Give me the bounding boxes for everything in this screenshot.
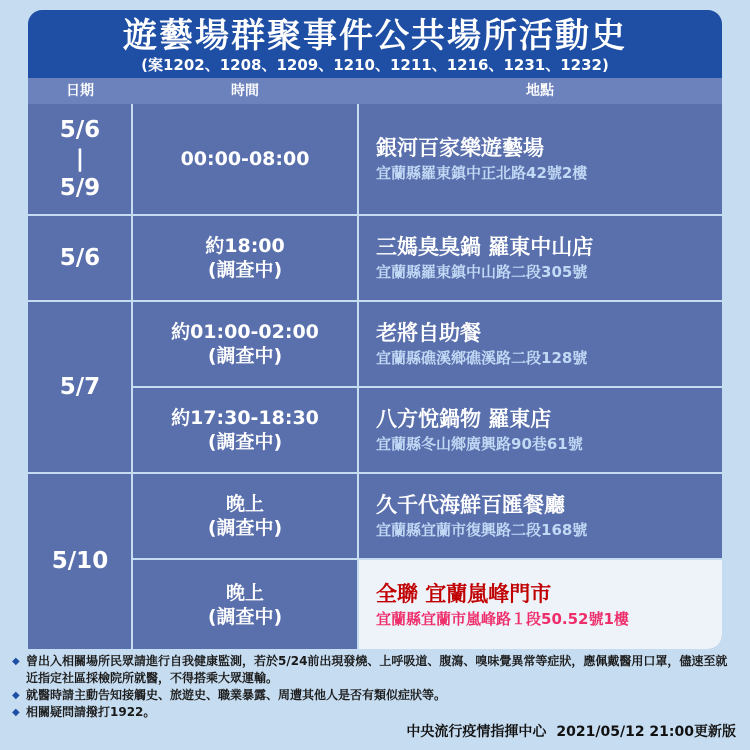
time-status: (調查中) — [207, 431, 283, 453]
note-item — [12, 704, 738, 721]
time-line: 約17:30-18:30 — [171, 407, 319, 429]
venue-address: 宜蘭縣羅東鎮中正北路42號2樓 — [376, 164, 588, 182]
time-cell — [132, 560, 358, 649]
issuer-name: 中央流行疫情指揮中心 — [406, 724, 547, 740]
location-cell — [358, 302, 722, 386]
venue-name: 銀河百家樂遊藝場 — [376, 136, 544, 160]
note-item — [12, 687, 738, 704]
venue-name: 八方悅鍋物 羅東店 — [376, 407, 552, 431]
note-text: 曾出入相關場所民眾請進行自我健康監測，若於5/24前出現發燒、上呼吸道、腹瀉、嗅味覺異常等症狀，應佩戴醫用口罩，儘速至就近指定社區採檢院所就醫，不得搭乘大眾運輸。 — [26, 654, 728, 685]
venue-name: 久千代海鮮百匯餐廳 — [376, 493, 565, 517]
title-banner — [28, 10, 722, 78]
venue-address: 宜蘭縣宜蘭市復興路二段168號 — [376, 521, 588, 539]
venue-address: 宜蘭縣礁溪鄉礁溪路二段128號 — [376, 349, 588, 367]
time-status: (調查中) — [207, 517, 283, 539]
location-cell — [358, 388, 722, 472]
venue-address: 宜蘭縣宜蘭市嵐峰路１段50.52號1樓 — [376, 609, 629, 628]
location-cell-highlighted — [358, 560, 722, 649]
time-line: 晚上 — [225, 581, 264, 604]
location-cell — [358, 216, 722, 300]
column-header-place: 地點 — [526, 83, 554, 99]
update-timestamp: 2021/05/12 21:00更新版 — [556, 724, 736, 740]
date-range-bar: | — [75, 145, 85, 172]
note-item — [12, 653, 738, 687]
diamond-bullet-icon: ◆ — [12, 690, 20, 701]
grid-divider — [357, 104, 359, 649]
date-line: 5/6 — [59, 116, 101, 143]
time-cell — [132, 474, 358, 558]
date-cell — [28, 104, 132, 214]
date-cell — [28, 302, 132, 472]
grid-divider — [28, 214, 722, 216]
grid-divider — [28, 472, 722, 474]
footer — [396, 721, 736, 741]
column-header-time: 時間 — [231, 83, 259, 99]
time-line: 約01:00-02:00 — [171, 321, 319, 343]
grid-divider — [28, 300, 722, 302]
venue-name: 老將自助餐 — [376, 321, 481, 345]
location-cell — [358, 474, 722, 558]
time-cell — [132, 104, 358, 214]
time-cell — [132, 216, 358, 300]
location-cell — [358, 104, 722, 214]
grid-divider — [132, 558, 722, 560]
time-cell — [132, 388, 358, 472]
time-status: (調查中) — [207, 605, 283, 628]
page-title: 遊藝場群聚事件公共場所活動史 — [123, 16, 627, 56]
venue-name: 三媽臭臭鍋 羅東中山店 — [376, 235, 594, 259]
venue-name: 全聯 宜蘭嵐峰門市 — [376, 581, 552, 606]
grid-divider — [132, 386, 722, 388]
date-cell — [28, 216, 132, 300]
date-cell — [28, 474, 132, 649]
notes-section — [12, 653, 738, 721]
activity-table — [28, 104, 722, 649]
time-line: 00:00-08:00 — [180, 148, 310, 170]
date-line: 5/6 — [59, 244, 101, 271]
note-text: 就醫時請主動告知接觸史、旅遊史、職業暴露、周遭其他人是否有類似症狀等。 — [26, 688, 447, 702]
column-header-date: 日期 — [66, 83, 94, 99]
date-line: 5/9 — [59, 174, 101, 201]
grid-divider — [131, 104, 133, 649]
time-line: 晚上 — [225, 493, 264, 515]
time-status: (調查中) — [207, 259, 283, 281]
time-status: (調查中) — [207, 345, 283, 367]
time-cell — [132, 302, 358, 386]
diamond-bullet-icon: ◆ — [12, 707, 20, 718]
diamond-bullet-icon: ◆ — [12, 656, 20, 667]
time-line: 約18:00 — [205, 235, 285, 257]
date-line: 5/10 — [51, 548, 109, 574]
venue-address: 宜蘭縣冬山鄉廣興路90巷61號 — [376, 435, 583, 453]
case-list: (案1202、1208、1209、1210、1211、1216、1231、1232) — [141, 56, 609, 74]
venue-address: 宜蘭縣羅東鎮中山路二段305號 — [376, 263, 588, 281]
note-text: 相關疑問請撥打1922。 — [26, 705, 156, 719]
date-line: 5/7 — [59, 373, 101, 400]
table-header — [28, 78, 722, 104]
